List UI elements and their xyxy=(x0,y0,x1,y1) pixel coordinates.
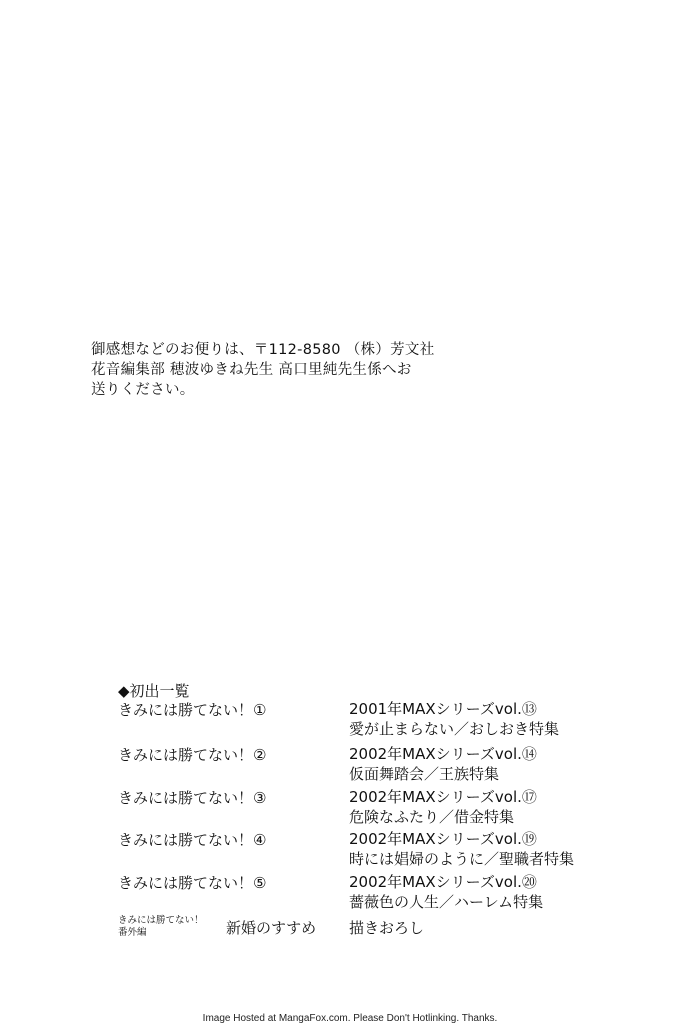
entry-source-block xyxy=(349,744,537,784)
extra-series-label xyxy=(118,915,204,939)
entry-source-block xyxy=(349,699,559,739)
entry-title: きみには勝てない！② xyxy=(118,746,267,764)
entry-title: きみには勝てない！④ xyxy=(118,831,267,849)
entry-source-block xyxy=(349,872,543,912)
extra-series-type: 番外編 xyxy=(118,927,147,938)
entry-source-block xyxy=(349,787,537,827)
contact-address-block xyxy=(91,340,435,400)
hosting-footer: Image Hosted at MangaFox.com. Please Don't Hotlinking. Thanks. xyxy=(202,1013,498,1024)
entry-source: 2002年MAXシリーズvol.⑰ xyxy=(349,788,537,806)
entry-source-block xyxy=(349,829,574,869)
entry-source: 2002年MAXシリーズvol.⑲ xyxy=(349,830,537,848)
entry-theme: 薔薇色の人生／ハーレム特集 xyxy=(349,893,544,911)
entry-theme: 仮面舞踏会／王族特集 xyxy=(349,765,500,783)
entry-source: 2001年MAXシリーズvol.⑬ xyxy=(349,700,537,718)
extra-source: 描きおろし xyxy=(349,919,425,937)
address-line: 花音編集部 穂波ゆきね先生 高口里純先生係へお xyxy=(91,362,412,378)
entry-theme: 時には娼婦のように／聖職者特集 xyxy=(349,850,575,868)
entry-title: きみには勝てない！① xyxy=(118,701,267,719)
extra-series-name: きみには勝てない！ xyxy=(118,915,204,926)
publication-list-heading: ◆初出一覧 xyxy=(118,682,190,700)
entry-source: 2002年MAXシリーズvol.⑭ xyxy=(349,745,537,763)
entry-title: きみには勝てない！③ xyxy=(118,789,267,807)
extra-title: 新婚のすすめ xyxy=(226,919,317,937)
entry-title: きみには勝てない！⑤ xyxy=(118,874,267,892)
entry-theme: 危険なふたり／借金特集 xyxy=(349,808,515,826)
entry-source: 2002年MAXシリーズvol.⑳ xyxy=(349,873,537,891)
address-line: 御感想などのお便りは、〒112-8580 （株）芳文社 xyxy=(91,342,435,358)
entry-theme: 愛が止まらない／おしおき特集 xyxy=(349,720,560,738)
address-line: 送りください。 xyxy=(91,382,195,398)
